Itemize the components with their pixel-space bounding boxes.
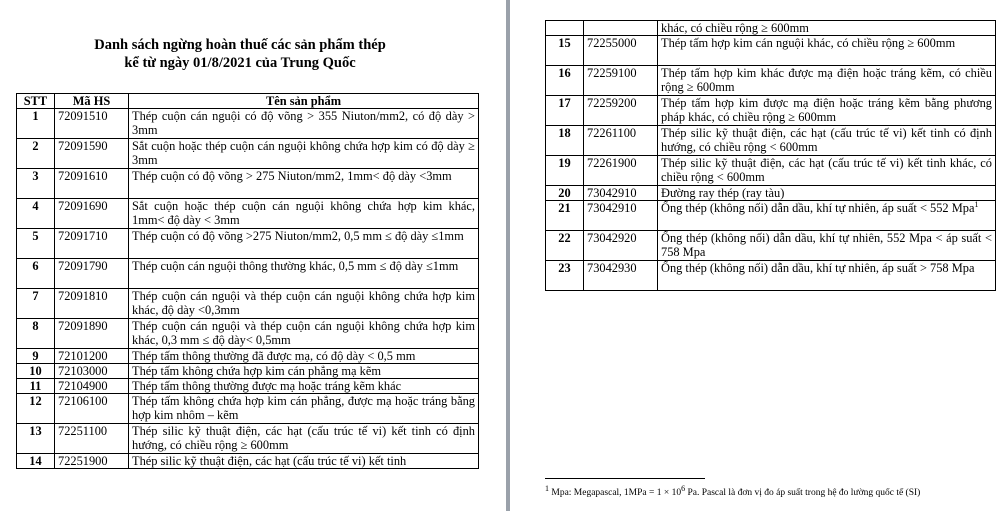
table-row (546, 156, 996, 186)
row-product-name: Thép cuộn cán nguội thông thường khác, 0,5 mm ≤ độ dày ≤1mm (129, 259, 479, 289)
table-row (17, 319, 479, 349)
col-header-hs: Mã HS (55, 94, 129, 109)
row-product-name: Thép silic kỹ thuật điện, các hạt (cấu trúc tế vi) kết tinh có định hướng, có chiều rộng ≥ 600mm (129, 424, 479, 454)
row-hs-code: 72261900 (584, 156, 658, 186)
row-product-name: Sắt cuộn hoặc thép cuộn cán nguội không chứa hợp kim khác, 1mm< độ dày < 3mm (129, 199, 479, 229)
row-hs-code: 72251100 (55, 424, 129, 454)
table-row (17, 364, 479, 379)
row-hs-code: 72091890 (55, 319, 129, 349)
footnote-exponent: 6 (681, 483, 686, 493)
row-product-name: Thép tấm hợp kim được mạ điện hoặc tráng kẽm bằng phương pháp khác, có chiều rộng ≥ 600mm (658, 96, 996, 126)
row-hs-code: 72091510 (55, 109, 129, 139)
row-stt: 7 (17, 289, 55, 319)
row-product-name: Thép tấm hợp kim cán nguội khác, có chiều rộng ≥ 600mm (658, 36, 996, 66)
row-stt: 16 (546, 66, 584, 96)
table-row (546, 231, 996, 261)
row-product-name: Ống thép (không nối) dẫn dầu, khí tự nhiên, áp suất > 758 Mpa (658, 261, 996, 291)
row-stt: 10 (17, 364, 55, 379)
row-stt: 8 (17, 319, 55, 349)
row-stt: 15 (546, 36, 584, 66)
row-hs-code: 72259100 (584, 66, 658, 96)
row-hs-code: 73042920 (584, 231, 658, 261)
table-row (546, 36, 996, 66)
row-product-name: Thép silic kỹ thuật điện, các hạt (cấu trúc tế vi) kết tinh có định hướng, có chiều rộng < 600mm (658, 126, 996, 156)
row-stt: 3 (17, 169, 55, 199)
table-row (546, 66, 996, 96)
row-stt-empty (546, 21, 584, 36)
row-hs-empty (584, 21, 658, 36)
row-hs-code: 72103000 (55, 364, 129, 379)
table-row-continuation (546, 21, 996, 36)
row-hs-code: 73042910 (584, 201, 658, 231)
row-hs-code: 72255000 (584, 36, 658, 66)
row-stt: 21 (546, 201, 584, 231)
row-product-name-text: Ống thép (không nối) dẫn dầu, khí tự nhiên, áp suất < 552 Mpa (661, 201, 975, 215)
table-row (17, 229, 479, 259)
row-product-name: Thép tấm thông thường được mạ hoặc tráng kẽm khác (129, 379, 479, 394)
table-row (17, 139, 479, 169)
row-hs-code: 72104900 (55, 379, 129, 394)
row-stt: 2 (17, 139, 55, 169)
row-stt: 12 (17, 394, 55, 424)
table-row (17, 349, 479, 364)
left-page (0, 0, 493, 511)
row-hs-code: 72091590 (55, 139, 129, 169)
col-header-name: Tên sản phẩm (129, 94, 479, 109)
table-row (17, 289, 479, 319)
row-hs-code: 73042910 (584, 186, 658, 201)
table-row (17, 199, 479, 229)
table-row (17, 109, 479, 139)
row-stt: 5 (17, 229, 55, 259)
table-row (546, 261, 996, 291)
row-stt: 20 (546, 186, 584, 201)
row-hs-code: 72091710 (55, 229, 129, 259)
row-hs-code: 72261100 (584, 126, 658, 156)
row-product-name: Thép tấm thông thường đã được mạ, có độ dày < 0,5 mm (129, 349, 479, 364)
row-hs-code: 72091610 (55, 169, 129, 199)
row-stt: 11 (17, 379, 55, 394)
table-row (17, 259, 479, 289)
table-row (17, 424, 479, 454)
row-stt: 18 (546, 126, 584, 156)
table-row (546, 186, 996, 201)
row-product-name: Thép cuộn cán nguội có độ võng > 355 Niuton/mm2, có độ dày > 3mm (129, 109, 479, 139)
row-stt: 19 (546, 156, 584, 186)
table-row (17, 454, 479, 469)
table-row (546, 96, 996, 126)
col-header-stt: STT (17, 94, 55, 109)
footnote-mark: 1 (545, 483, 549, 493)
row-hs-code: 72101200 (55, 349, 129, 364)
product-table-right (545, 20, 996, 291)
table-row (546, 126, 996, 156)
row-stt: 6 (17, 259, 55, 289)
row-stt: 4 (17, 199, 55, 229)
row-product-name: Thép cuộn có độ võng > 275 Niuton/mm2, 1mm< độ dày <3mm (129, 169, 479, 199)
row-stt: 22 (546, 231, 584, 261)
footnote-text-2: Pa. Pascal là đơn vị đo áp suất trong hệ đo lường quốc tế (SI) (685, 488, 921, 498)
row-product-name (658, 201, 996, 231)
row-hs-code: 72259200 (584, 96, 658, 126)
row-product-name: Thép silic kỹ thuật điện, các hạt (cấu trúc tế vi) kết tinh khác, có chiều rộng < 600mm (658, 156, 996, 186)
row-stt: 23 (546, 261, 584, 291)
footnote-separator (545, 478, 705, 479)
row-product-name-continuation: khác, có chiều rộng ≥ 600mm (658, 21, 996, 36)
table-row (17, 169, 479, 199)
row-product-name: Thép tấm không chứa hợp kim cán phẳng, được mạ hoặc tráng bằng hợp kim nhôm – kẽm (129, 394, 479, 424)
row-hs-code: 72091790 (55, 259, 129, 289)
row-product-name: Thép tấm không chứa hợp kim cán phẳng mạ kẽm (129, 364, 479, 379)
row-stt: 1 (17, 109, 55, 139)
row-product-name: Thép cuộn có độ võng >275 Niuton/mm2, 0,5 mm ≤ độ dày ≤1mm (129, 229, 479, 259)
footnote-reference: 1 (974, 200, 979, 209)
row-product-name: Thép tấm hợp kim khác được mạ điện hoặc tráng kẽm, có chiều rộng ≥ 600mm (658, 66, 996, 96)
row-hs-code: 73042930 (584, 261, 658, 291)
footnote (545, 483, 995, 499)
table-row (17, 379, 479, 394)
row-product-name: Sắt cuộn hoặc thép cuộn cán nguội không chứa hợp kim có độ dày ≥ 3mm (129, 139, 479, 169)
table-row (17, 394, 479, 424)
row-product-name: Thép cuộn cán nguội và thép cuộn cán nguội không chứa hợp kim khác, 0,3 mm ≤ độ dày< 0,5mm (129, 319, 479, 349)
row-product-name: Đường ray thép (ray tàu) (658, 186, 996, 201)
row-stt: 9 (17, 349, 55, 364)
table-header-row (17, 94, 479, 109)
title-line-2: kể từ ngày 01/8/2021 của Trung Quốc (124, 55, 356, 71)
row-product-name: Ống thép (không nối) dẫn dầu, khí tự nhiên, 552 Mpa < áp suất < 758 Mpa (658, 231, 996, 261)
row-product-name: Thép cuộn cán nguội và thép cuộn cán nguội không chứa hợp kim khác, độ dày <0,3mm (129, 289, 479, 319)
row-hs-code: 72106100 (55, 394, 129, 424)
document-title (20, 36, 460, 72)
row-hs-code: 72091690 (55, 199, 129, 229)
title-line-1: Danh sách ngừng hoàn thuế các sản phẩm thép (94, 37, 386, 53)
row-hs-code: 72091810 (55, 289, 129, 319)
row-stt: 13 (17, 424, 55, 454)
row-product-name: Thép silic kỹ thuật điện, các hạt (cấu trúc tế vi) kết tinh (129, 454, 479, 469)
footnote-text: Mpa: Megapascal, 1MPa = 1 × 10 (549, 488, 682, 498)
row-stt: 14 (17, 454, 55, 469)
table-row (546, 201, 996, 231)
row-hs-code: 72251900 (55, 454, 129, 469)
product-table-left (16, 93, 479, 469)
row-stt: 17 (546, 96, 584, 126)
